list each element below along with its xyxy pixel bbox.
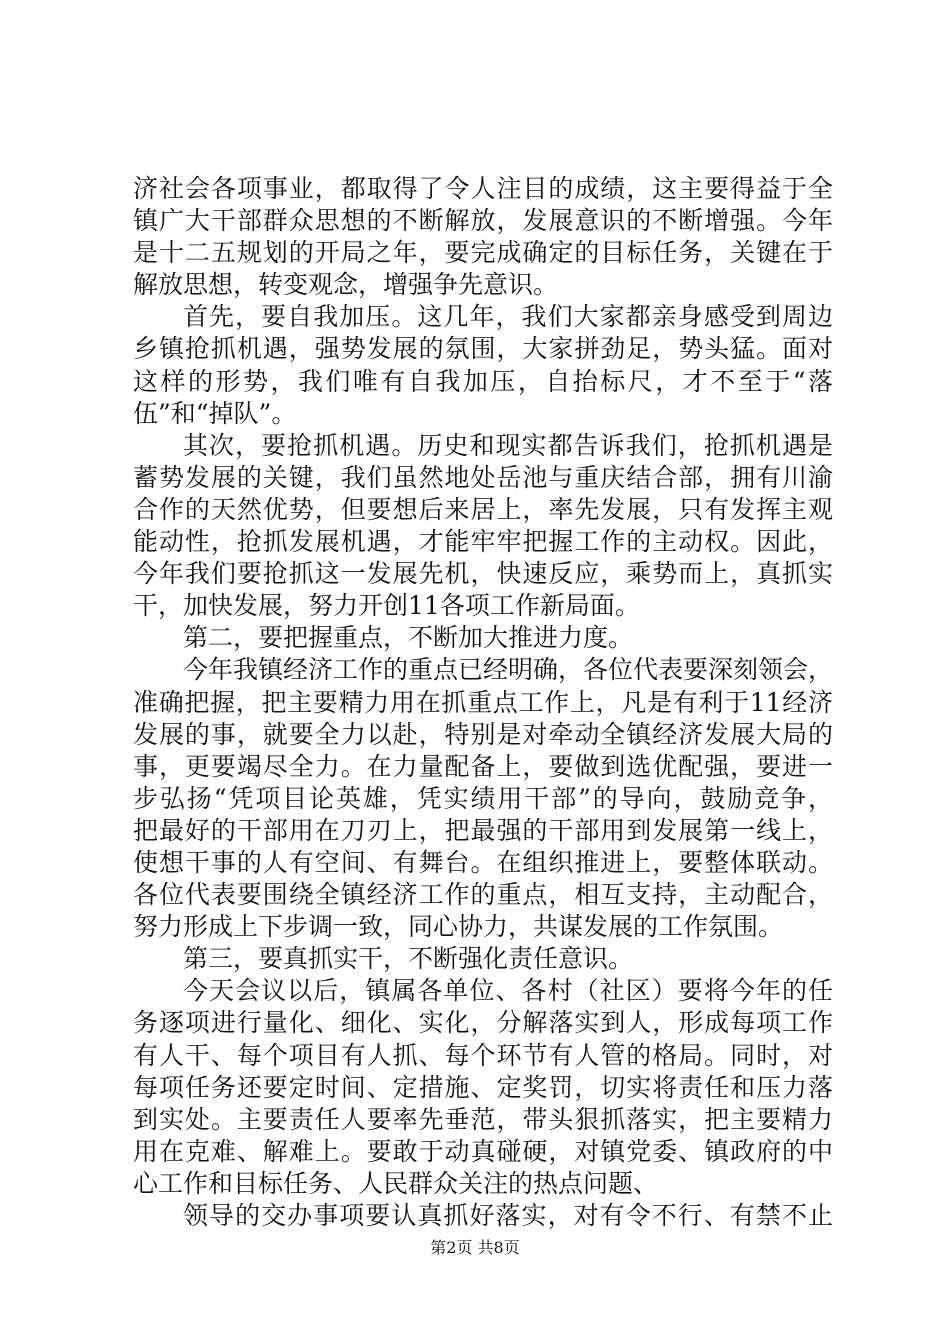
text-line: 解放思想，转变观念，增强争先意识。	[133, 270, 559, 300]
page-footer: 第2页 共8页	[430, 1238, 520, 1257]
text-line: 其次，要抢抓机遇。历史和现实都告诉我们，抢抓机遇是	[183, 430, 833, 460]
text-line: 事，更要竭尽全力。在力量配备上，要做到选优配强，要进一	[133, 751, 833, 781]
text-line: 合作的天然优势，但要想后来居上，率先发展，只有发挥主观	[133, 494, 833, 524]
text-line: 准确把握，把主要精力用在抓重点工作上，凡是有利于11经济	[133, 687, 833, 717]
text-line: 镇广大干部群众思想的不断解放，发展意识的不断增强。今年	[133, 206, 833, 236]
text-line: 用在克难、解难上。要敢于动真碰硬，对镇党委、镇政府的中	[133, 1136, 833, 1166]
text-line: 蓄势发展的关键，我们虽然地处岳池与重庆结合部，拥有川渝	[133, 462, 833, 492]
text-line: 今年我们要抢抓这一发展先机，快速反应，乘势而上，真抓实	[133, 559, 833, 589]
text-line: 伍”和“掉队”。	[133, 398, 297, 428]
text-line: 务逐项进行量化、细化、实化，分解落实到人，形成每项工作	[133, 1008, 833, 1038]
text-line: 是十二五规划的开局之年，要完成确定的目标任务，关键在于	[133, 238, 833, 268]
text-line: 到实处。主要责任人要率先垂范，带头狠抓落实，把主要精力	[133, 1104, 833, 1134]
document-body	[133, 173, 833, 1232]
text-line: 这样的形势，我们唯有自我加压，自抬标尺，才不至于“落	[133, 366, 833, 396]
text-line: 能动性，抢抓发展机遇，才能牢牢把握工作的主动权。因此，	[133, 527, 833, 557]
text-line: 努力形成上下步调一致，同心协力，共谋发展的工作氛围。	[133, 912, 784, 942]
text-line: 把最好的干部用在刀刃上，把最强的干部用到发展第一线上，	[133, 815, 833, 845]
text-line: 有人干、每个项目有人抓、每个环节有人管的格局。同时，对	[133, 1040, 833, 1070]
text-line: 干，加快发展，努力开创11各项工作新局面。	[133, 591, 640, 621]
text-line: 乡镇抢抓机遇，强势发展的氛围，大家拼劲足，势头猛。面对	[133, 334, 833, 364]
text-line: 第三，要真抓实干，不断强化责任意识。	[183, 944, 634, 974]
text-line: 今天会议以后，镇属各单位、各村（社区）要将今年的任	[183, 976, 833, 1006]
text-line: 使想干事的人有空间、有舞台。在组织推进上，要整体联动。	[133, 847, 833, 877]
text-line: 今年我镇经济工作的重点已经明确，各位代表要深刻领会，	[183, 655, 834, 685]
text-line: 每项任务还要定时间、定措施、定奖罚，切实将责任和压力落	[133, 1072, 833, 1102]
text-line: 各位代表要围绕全镇经济工作的重点，相互支持，主动配合，	[133, 880, 833, 910]
text-line: 第二，要把握重点，不断加大推进力度。	[183, 623, 634, 653]
text-line: 步弘扬“凭项目论英雄，凭实绩用干部”的导向，鼓励竞争，	[133, 783, 833, 813]
text-line: 济社会各项事业，都取得了令人注目的成绩，这主要得益于全	[133, 174, 833, 203]
text-line: 发展的事，就要全力以赴，特别是对牵动全镇经济发展大局的	[133, 719, 833, 749]
text-line: 领导的交办事项要认真抓好落实，对有令不行、有禁不止	[183, 1201, 833, 1230]
text-line: 心工作和目标任务、人民群众关注的热点问题、	[133, 1168, 659, 1198]
text-line: 首先，要自我加压。这几年，我们大家都亲身感受到周边	[183, 302, 833, 332]
